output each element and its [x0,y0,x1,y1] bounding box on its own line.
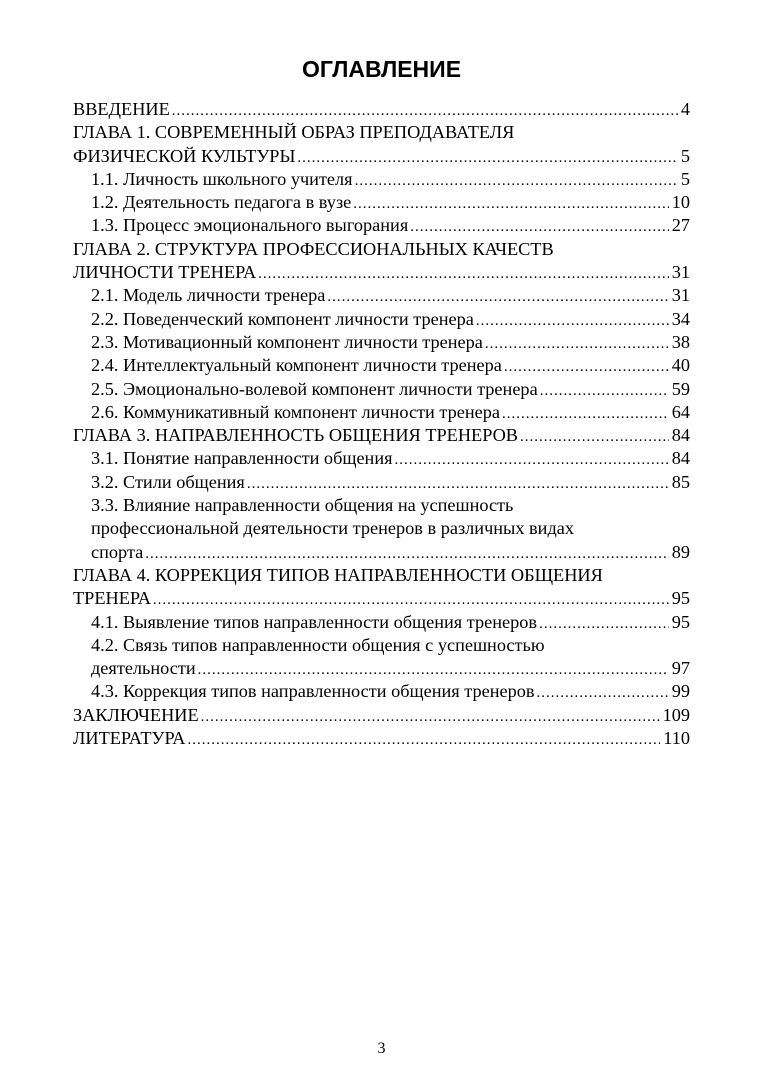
toc-entry-title-line: ГЛАВА 2. СТРУКТУРА ПРОФЕССИОНАЛЬНЫХ КАЧЕСТВ [73,238,554,259]
toc-entry-title-line: 2.5. Эмоционально-волевой компонент личности тренера [91,378,538,399]
toc-entry-page: 85 [671,471,690,492]
toc-entry-title-line: ВВЕДЕНИЕ [73,99,170,119]
toc-entry[interactable] [91,214,690,237]
toc-entry[interactable] [73,424,690,447]
toc-entry[interactable] [91,354,690,377]
toc-entry-page: 84 [671,425,690,446]
toc-entry-title-line: ЛИТЕРАТУРА [73,728,186,749]
toc-entry-page: 84 [671,448,690,469]
toc-entry[interactable] [91,191,690,214]
dot-leader [258,263,669,286]
toc-entry-title-line: ЗАКЛЮЧЕНИЕ [73,704,199,725]
dot-leader [539,613,669,636]
toc-entry-title-line: профессиональной деятельности тренеров в различных видах [91,518,575,539]
toc-entry[interactable] [91,680,690,703]
page-title: ОГЛАВЛЕНИЕ [301,56,462,82]
toc-entry-title-line: 3.3. Влияние направленности общения на успешность [91,495,514,516]
toc-entry-page: 27 [671,215,690,236]
toc-entry[interactable] [73,564,690,611]
toc-entry-title-line: 2.4. Интеллектуальный компонент личности тренера [91,355,502,376]
dot-leader [327,286,668,309]
dot-leader [172,100,678,123]
toc-entry-page: 110 [663,728,690,749]
toc-entry[interactable] [91,634,690,681]
dot-leader [198,659,669,682]
toc-entry-title-line: ГЛАВА 3. НАПРАВЛЕННОСТЬ ОБЩЕНИЯ ТРЕНЕРОВ [73,425,518,446]
dot-leader [410,216,668,239]
toc-entry-title-line: 3.1. Понятие направленности общения [91,448,393,469]
toc-entry-title-line: 1.3. Процесс эмоционального выгорания [91,215,409,236]
toc-entry[interactable] [73,238,690,285]
toc-entry-title-line: 2.1. Модель личности тренера [91,285,326,306]
dot-leader [485,333,669,356]
toc-entry[interactable] [91,611,690,634]
dot-leader [188,729,661,752]
toc-entry-page: 64 [671,401,690,422]
toc-entry-page: 95 [671,588,690,609]
toc-entry[interactable] [91,494,690,564]
toc-entry-title-line: ГЛАВА 1. СОВРЕМЕННЫЙ ОБРАЗ ПРЕПОДАВАТЕЛЯ [73,122,515,143]
toc-entry-title-line: 3.2. Стили общения [91,471,245,492]
toc-entry-title-line: спорта [91,541,144,562]
toc-entry-title-line: ТРЕНЕРА [73,588,151,609]
dot-leader [297,147,677,170]
toc-entry-page: 95 [671,611,690,632]
toc-entry-title-line: ГЛАВА 4. КОРРЕКЦИЯ ТИПОВ НАПРАВЛЕННОСТИ ОБЩЕНИЯ [73,564,603,585]
toc-entry-title-line: 4.1. Выявление типов направленности общения тренеров [91,611,538,632]
toc-entry-page: 10 [671,192,690,213]
page-number: 3 [377,1040,386,1057]
toc-entry[interactable] [91,308,690,331]
dot-leader [153,589,669,612]
dot-leader [355,170,678,193]
dot-leader [201,706,660,729]
dot-leader [520,426,669,449]
toc-entry-title-line: 2.6. Коммуникативный компонент личности тренера [91,401,501,422]
toc-entry[interactable] [91,471,690,494]
dot-leader [504,356,669,379]
toc-entry-title-line: 4.3. Коррекция типов направленности общения тренеров [91,681,535,702]
dot-leader [502,403,669,426]
toc-entry-title-line: 2.3. Мотивационный компонент личности тренера [91,331,483,352]
toc-entry-page: 99 [671,681,690,702]
toc-entry-page: 89 [671,541,690,562]
toc-entry[interactable] [91,168,690,191]
toc-entry-title-line: 1.1. Личность школьного учителя [91,168,353,189]
toc-entry[interactable] [91,401,690,424]
toc-entry-page: 40 [671,355,690,376]
dot-leader [247,473,669,496]
toc-entry[interactable] [91,447,690,470]
dot-leader [537,682,669,705]
toc-entry-page: 31 [671,285,690,306]
toc-entry[interactable] [91,331,690,354]
dot-leader [395,449,669,472]
toc-entry-page: 4 [680,99,690,119]
dot-leader [353,193,668,216]
toc-entry-page: 59 [671,378,690,399]
toc-entry-page: 34 [671,308,690,329]
toc-entry-title-line: деятельности [91,658,196,679]
toc-entry[interactable] [73,121,690,168]
dot-leader [145,543,668,566]
toc-entry[interactable] [73,98,690,121]
toc-entry-page: 38 [671,331,690,352]
dot-leader [476,310,669,333]
toc-entry-page: 5 [680,145,690,166]
toc-entry-title-line: 1.2. Деятельность педагога в вузе [91,192,352,213]
table-of-contents [73,98,690,750]
toc-entry[interactable] [73,704,690,727]
toc-entry-title-line: ФИЗИЧЕСКОЙ КУЛЬТУРЫ [73,145,296,166]
dot-leader [540,380,669,403]
toc-entry-page: 109 [662,704,690,725]
toc-entry[interactable] [91,378,690,401]
toc-entry[interactable] [73,727,690,750]
toc-entry-page: 97 [671,658,690,679]
toc-entry-title-line: ЛИЧНОСТИ ТРЕНЕРА [73,262,257,283]
toc-entry-title-line: 2.2. Поведенческий компонент личности тренера [91,308,474,329]
toc-entry[interactable] [91,284,690,307]
toc-entry-page: 31 [671,262,690,283]
toc-entry-title-line: 4.2. Связь типов направленности общения с успешностью [91,634,545,655]
toc-entry-page: 5 [680,168,690,189]
